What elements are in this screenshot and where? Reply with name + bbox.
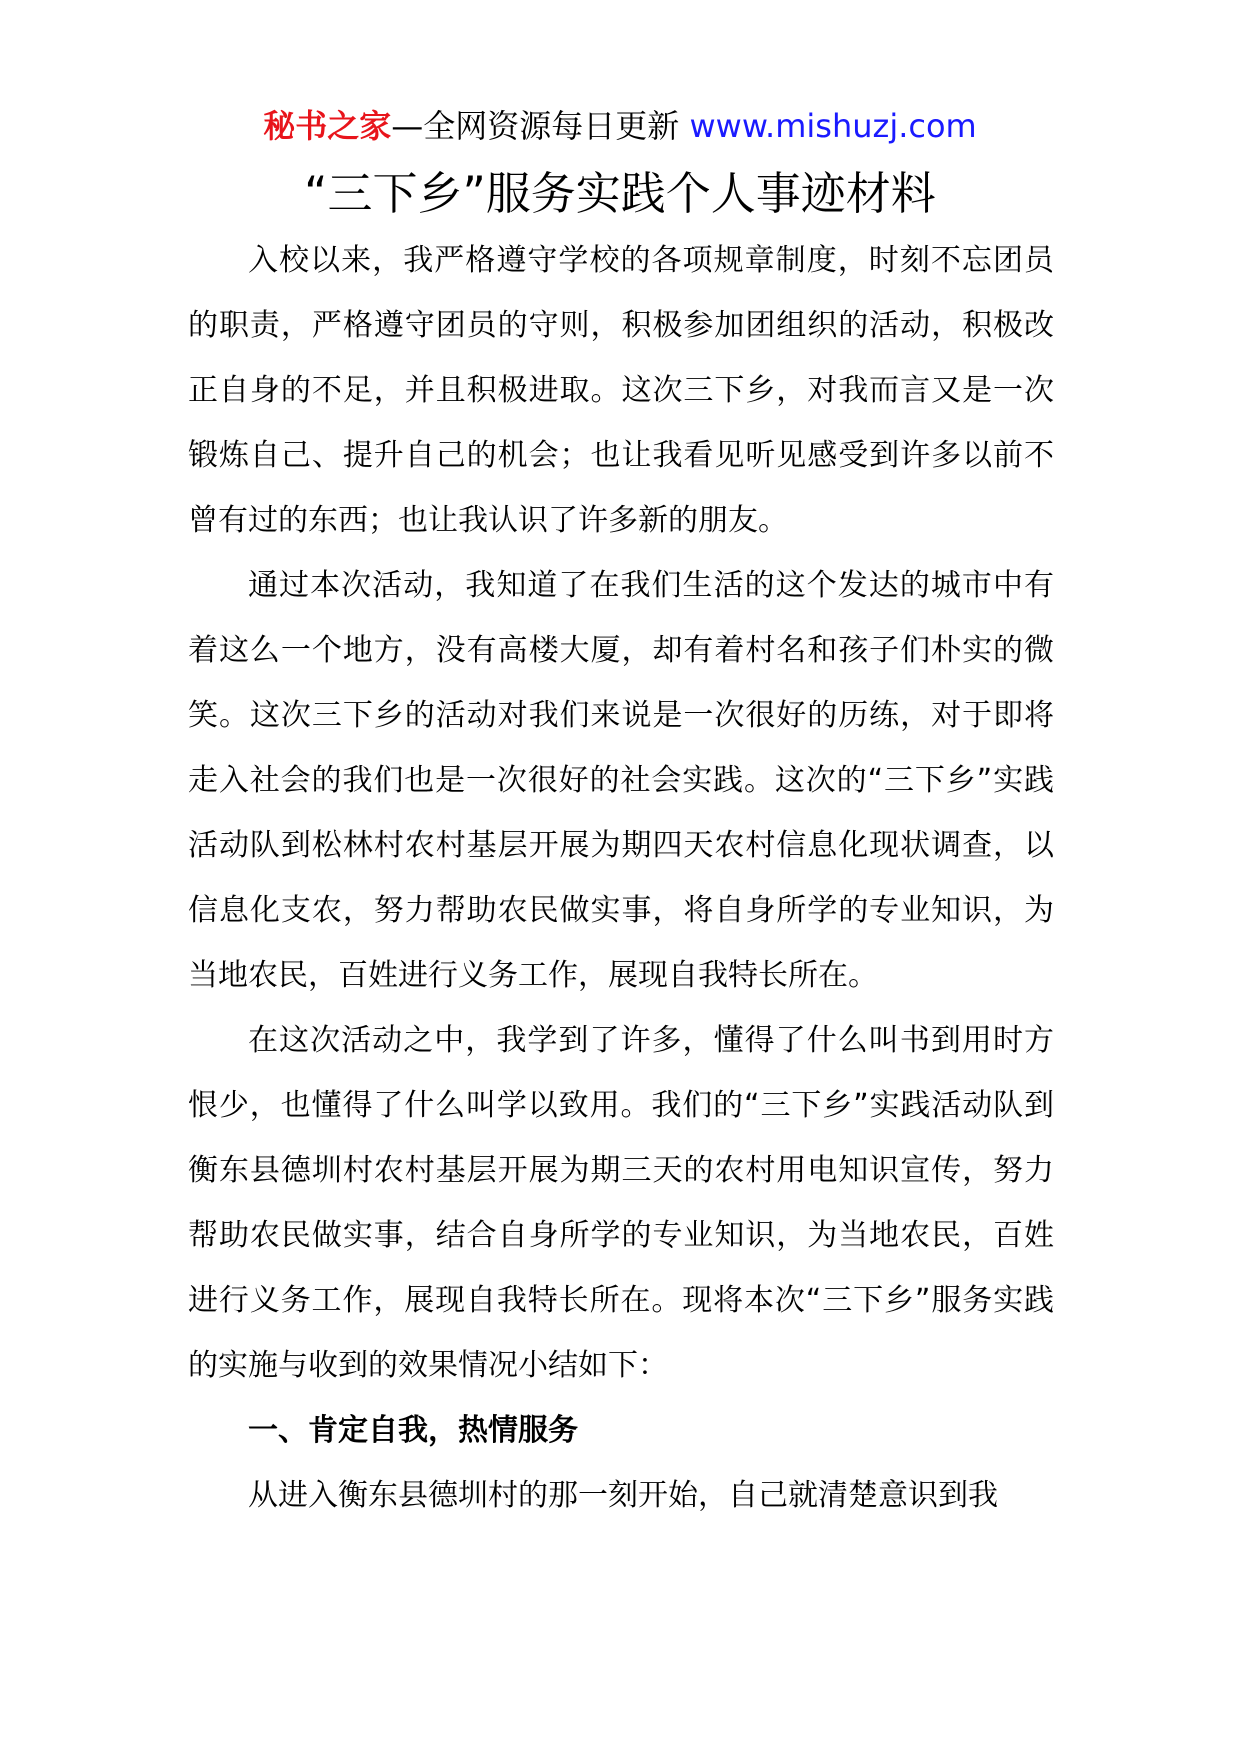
paragraph-3: 在这次活动之中，我学到了许多，懂得了什么叫书到用时方恨少，也懂得了什么叫学以致用。我们的“三下乡”实践活动队到衡东县德圳村农村基层开展为期三天的农村用电知识宣传，努力帮助农民做实事，结合自身所学的专业知识，为当地农民，百姓进行义务工作，展现自我特长所在。现将本次“三下乡”服务实践的实施与收到的效果情况小结如下： <box>188 1023 1054 1383</box>
section-heading: 一、肯定自我，热情服务 <box>248 1413 578 1448</box>
site-url-link[interactable]: www.mishuzj.com <box>689 107 977 145</box>
site-brand: 秘书之家 <box>263 107 392 145</box>
document-body <box>188 228 1054 1528</box>
site-slogan: —全网资源每日更新 <box>391 107 680 145</box>
paragraph-2: 通过本次活动，我知道了在我们生活的这个发达的城市中有着这么一个地方，没有高楼大厦，却有着村名和孩子们朴实的微笑。这次三下乡的活动对我们来说是一次很好的历练，对于即将走入社会的我们也是一次很好的社会实践。这次的“三下乡”实践活动队到松林村农村基层开展为期四天农村信息化现状调查，以信息化支农，努力帮助农民做实事，将自身所学的专业知识，为当地农民，百姓进行义务工作，展现自我特长所在。 <box>188 568 1054 993</box>
document-title: “三下乡”服务实践个人事迹材料 <box>304 167 936 220</box>
paragraph-1: 入校以来，我严格遵守学校的各项规章制度，时刻不忘团员的职责，严格遵守团员的守则，积极参加团组织的活动，积极改正自身的不足，并且积极进取。这次三下乡，对我而言又是一次锻炼自己、提升自己的机会；也让我看见听见感受到许多以前不曾有过的东西；也让我认识了许多新的朋友。 <box>188 243 1054 538</box>
paragraph-4: 从进入衡东县德圳村的那一刻开始，自己就清楚意识到我 <box>248 1478 998 1513</box>
site-header <box>0 104 1240 148</box>
